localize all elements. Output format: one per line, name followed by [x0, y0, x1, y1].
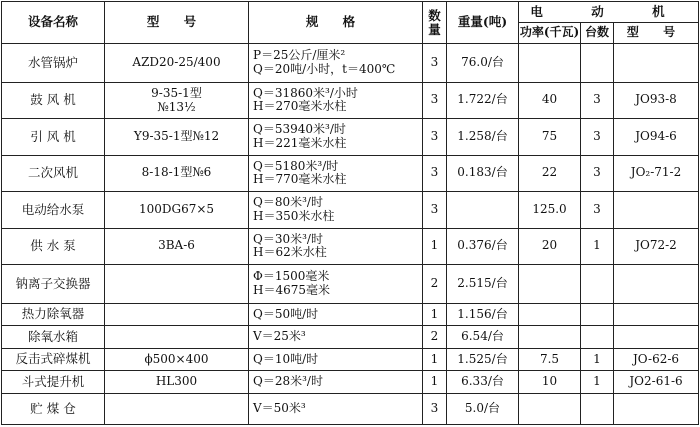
equipment-qty: 1	[423, 303, 447, 326]
spec-line: Q＝53940米³/时	[253, 122, 346, 137]
table-row	[2, 82, 699, 118]
motor-power	[519, 265, 581, 304]
spec-line: Φ＝1500毫米	[253, 269, 330, 284]
motor-count	[581, 326, 614, 349]
equipment-spec	[249, 371, 423, 394]
motor-model: JO94-6	[614, 119, 699, 155]
header-weight: 重量(吨)	[447, 2, 519, 44]
motor-count: 3	[581, 82, 614, 118]
equipment-qty: 3	[423, 82, 447, 118]
spec-line: P＝25公斤/厘米²	[253, 48, 346, 63]
equipment-name: 供 水 泵	[2, 228, 105, 264]
header-name: 设备名称	[2, 2, 105, 44]
motor-count: 1	[581, 348, 614, 371]
equipment-model	[105, 265, 249, 304]
equipment-weight: 76.0/台	[447, 44, 519, 83]
table-row	[2, 326, 699, 349]
motor-model	[614, 265, 699, 304]
spec-line: Q＝20吨/小时，t＝400℃	[253, 61, 396, 76]
motor-model: JO-62-6	[614, 348, 699, 371]
motor-count	[581, 393, 614, 424]
equipment-qty: 2	[423, 265, 447, 304]
equipment-model: 9-35-1型 №13½	[105, 82, 249, 118]
spec-line: V＝25米³	[253, 329, 306, 344]
equipment-qty: 2	[423, 326, 447, 349]
header-motor-count: 台数	[581, 23, 614, 44]
table-row	[2, 119, 699, 155]
header-motor-power: 功率(千瓦)	[519, 23, 581, 44]
equipment-name: 鼓 风 机	[2, 82, 105, 118]
motor-power: 10	[519, 371, 581, 394]
equipment-weight: 6.33/台	[447, 371, 519, 394]
spec-line: H＝270毫米水柱	[253, 99, 347, 114]
motor-count: 1	[581, 228, 614, 264]
equipment-model: ϕ500×400	[105, 348, 249, 371]
motor-power: 22	[519, 155, 581, 191]
motor-model: JO72-2	[614, 228, 699, 264]
equipment-weight: 1.156/台	[447, 303, 519, 326]
motor-power: 125.0	[519, 192, 581, 228]
motor-count	[581, 303, 614, 326]
equipment-qty: 1	[423, 371, 447, 394]
spec-line: Q＝28米³/时	[253, 374, 323, 389]
equipment-weight: 1.258/台	[447, 119, 519, 155]
equipment-weight: 0.376/台	[447, 228, 519, 264]
equipment-spec	[249, 192, 423, 228]
table-row	[2, 155, 699, 191]
equipment-spec	[249, 119, 423, 155]
equipment-spec	[249, 326, 423, 349]
motor-count: 3	[581, 119, 614, 155]
equipment-spec	[249, 228, 423, 264]
spec-line: H＝221毫米水柱	[253, 135, 347, 150]
spec-line: Q＝31860米³/小时	[253, 85, 358, 100]
spec-line: H＝4675毫米	[253, 282, 331, 297]
equipment-qty: 3	[423, 192, 447, 228]
motor-count: 3	[581, 192, 614, 228]
equipment-name: 除氧水箱	[2, 326, 105, 349]
motor-model: JO₂-71-2	[614, 155, 699, 191]
motor-power	[519, 44, 581, 83]
table-row	[2, 265, 699, 304]
equipment-model: 100DG67×5	[105, 192, 249, 228]
motor-model	[614, 393, 699, 424]
equipment-qty: 1	[423, 348, 447, 371]
equipment-model: HL300	[105, 371, 249, 394]
equipment-model: AZD20-25/400	[105, 44, 249, 83]
equipment-qty: 3	[423, 393, 447, 424]
motor-power: 40	[519, 82, 581, 118]
equipment-weight: 1.722/台	[447, 82, 519, 118]
equipment-weight	[447, 192, 519, 228]
motor-power	[519, 303, 581, 326]
equipment-qty: 3	[423, 44, 447, 83]
equipment-spec	[249, 393, 423, 424]
motor-power: 75	[519, 119, 581, 155]
motor-count: 1	[581, 371, 614, 394]
equipment-name: 引 风 机	[2, 119, 105, 155]
table-row	[2, 393, 699, 424]
equipment-weight: 2.515/台	[447, 265, 519, 304]
header-motor: 电 动 机	[519, 2, 699, 23]
spec-line: Q＝30米³/时	[253, 231, 323, 246]
equipment-model	[105, 393, 249, 424]
spec-line: H＝350米水柱	[253, 208, 335, 223]
equipment-name: 反击式碎煤机	[2, 348, 105, 371]
equipment-spec	[249, 155, 423, 191]
equipment-qty: 1	[423, 228, 447, 264]
equipment-qty: 3	[423, 155, 447, 191]
motor-count: 3	[581, 155, 614, 191]
motor-model	[614, 44, 699, 83]
table-row	[2, 44, 699, 83]
header-qty: 数量	[423, 2, 447, 44]
equipment-model: 3BA-6	[105, 228, 249, 264]
equipment-name: 电动给水泵	[2, 192, 105, 228]
header-motor-model: 型 号	[614, 23, 699, 44]
equipment-table	[1, 1, 699, 425]
equipment-spec	[249, 348, 423, 371]
equipment-weight: 1.525/台	[447, 348, 519, 371]
spec-line: Q＝5180米³/时	[253, 158, 339, 173]
spec-line: Q＝80米³/时	[253, 195, 323, 210]
equipment-name: 斗式提升机	[2, 371, 105, 394]
spec-line: V＝50米³	[253, 401, 306, 415]
motor-count	[581, 44, 614, 83]
equipment-spec	[249, 303, 423, 326]
motor-count	[581, 265, 614, 304]
equipment-model: Y9-35-1型№12	[105, 119, 249, 155]
table-row	[2, 371, 699, 394]
motor-model	[614, 326, 699, 349]
table-row	[2, 303, 699, 326]
equipment-model	[105, 303, 249, 326]
equipment-qty: 3	[423, 119, 447, 155]
equipment-name: 贮 煤 仓	[2, 393, 105, 424]
equipment-weight: 0.183/台	[447, 155, 519, 191]
spec-line: H＝62米水柱	[253, 245, 327, 260]
table-row	[2, 228, 699, 264]
table-row	[2, 192, 699, 228]
motor-power: 7.5	[519, 348, 581, 371]
motor-model	[614, 303, 699, 326]
equipment-weight: 6.54/台	[447, 326, 519, 349]
spec-line: Q＝50吨/时	[253, 306, 319, 321]
equipment-name: 钠离子交换器	[2, 265, 105, 304]
motor-power: 20	[519, 228, 581, 264]
equipment-name: 水管锅炉	[2, 44, 105, 83]
equipment-name: 热力除氧器	[2, 303, 105, 326]
equipment-spec	[249, 265, 423, 304]
equipment-spec	[249, 44, 423, 83]
equipment-rows	[2, 44, 699, 425]
header-spec: 规 格	[249, 2, 423, 44]
equipment-model: 8-18-1型№6	[105, 155, 249, 191]
motor-power	[519, 393, 581, 424]
spec-line: Q＝10吨/时	[253, 351, 319, 366]
motor-model: JO93-8	[614, 82, 699, 118]
header-model: 型 号	[105, 2, 249, 44]
equipment-name: 二次风机	[2, 155, 105, 191]
spec-line: H＝770毫米水柱	[253, 172, 347, 187]
motor-model	[614, 192, 699, 228]
table-row	[2, 348, 699, 371]
equipment-weight: 5.0/台	[447, 393, 519, 424]
equipment-model	[105, 326, 249, 349]
motor-model: JO2-61-6	[614, 371, 699, 394]
motor-power	[519, 326, 581, 349]
equipment-spec	[249, 82, 423, 118]
